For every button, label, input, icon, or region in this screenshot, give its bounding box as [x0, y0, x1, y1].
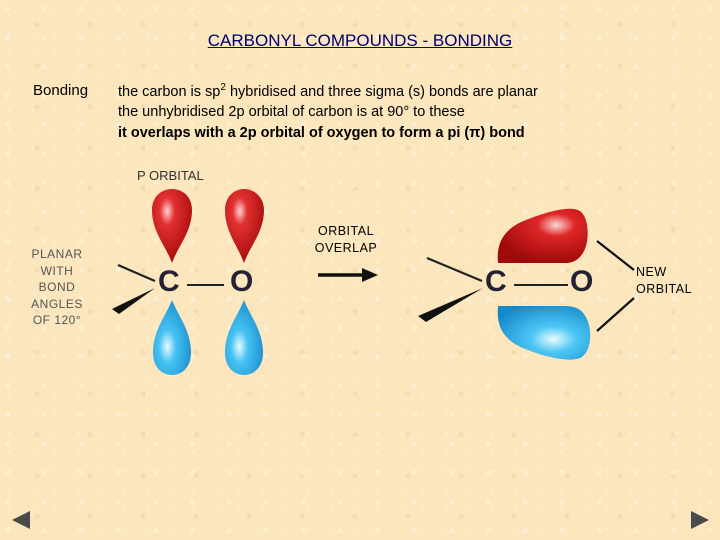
text-line-2: the unhybridised 2p orbital of carbon is at 90° to these	[118, 104, 465, 120]
sigma-bond-wedge	[112, 288, 155, 314]
planar-label-line: WITH	[40, 263, 74, 278]
new-orbital-line: NEW	[636, 265, 667, 279]
sigma-bond-line	[118, 265, 155, 281]
planar-label-line: PLANAR	[31, 247, 83, 261]
planar-label-line: ANGLES	[31, 296, 83, 311]
triangle-left-icon[interactable]	[12, 511, 30, 529]
carbon-upper-p-lobe	[152, 189, 192, 263]
sigma-bond-line	[427, 258, 482, 281]
orbital-overlap-line: OVERLAP	[314, 241, 378, 255]
oxygen-atom-label: O	[230, 265, 254, 298]
oxygen-upper-p-lobe	[225, 189, 264, 263]
text-line-1-a: the carbon is sp	[118, 83, 221, 100]
p-orbital-label: P ORBITAL	[137, 168, 204, 183]
text-line-1-sup: 2	[220, 82, 226, 93]
text-line-3-a: it overlaps with a 2p orbital of oxygen to form a pi (	[118, 125, 470, 141]
carbon-atom-label: C	[158, 265, 180, 298]
new-orbital-pointer-line	[597, 241, 634, 270]
section-label: Bonding	[33, 82, 89, 99]
planar-label-line: OF 120°	[32, 313, 82, 327]
new-orbital-line: ORBITAL	[636, 282, 693, 296]
text-line-1-b: hybridised and three sigma (s) bonds are planar	[225, 83, 538, 100]
pi-symbol: π	[469, 125, 481, 141]
oxygen-lower-p-lobe	[225, 300, 263, 375]
carbon-atom-label: C	[485, 265, 507, 298]
overlap-arrow-head	[362, 268, 378, 282]
pi-bond-lower-lobe	[498, 306, 590, 360]
pi-bond-upper-lobe	[498, 209, 588, 263]
planar-label-line: BOND	[38, 280, 76, 294]
new-orbital-pointer-line	[597, 298, 634, 331]
sigma-bond-wedge	[418, 288, 483, 322]
page-title: CARBONYL COMPOUNDS - BONDING	[207, 31, 513, 50]
text-line-3-b: ) bond	[480, 125, 525, 141]
oxygen-atom-label: O	[570, 265, 594, 298]
carbon-lower-p-lobe	[153, 300, 191, 375]
triangle-right-icon[interactable]	[691, 511, 709, 529]
orbital-overlap-line: ORBITAL	[317, 224, 375, 238]
